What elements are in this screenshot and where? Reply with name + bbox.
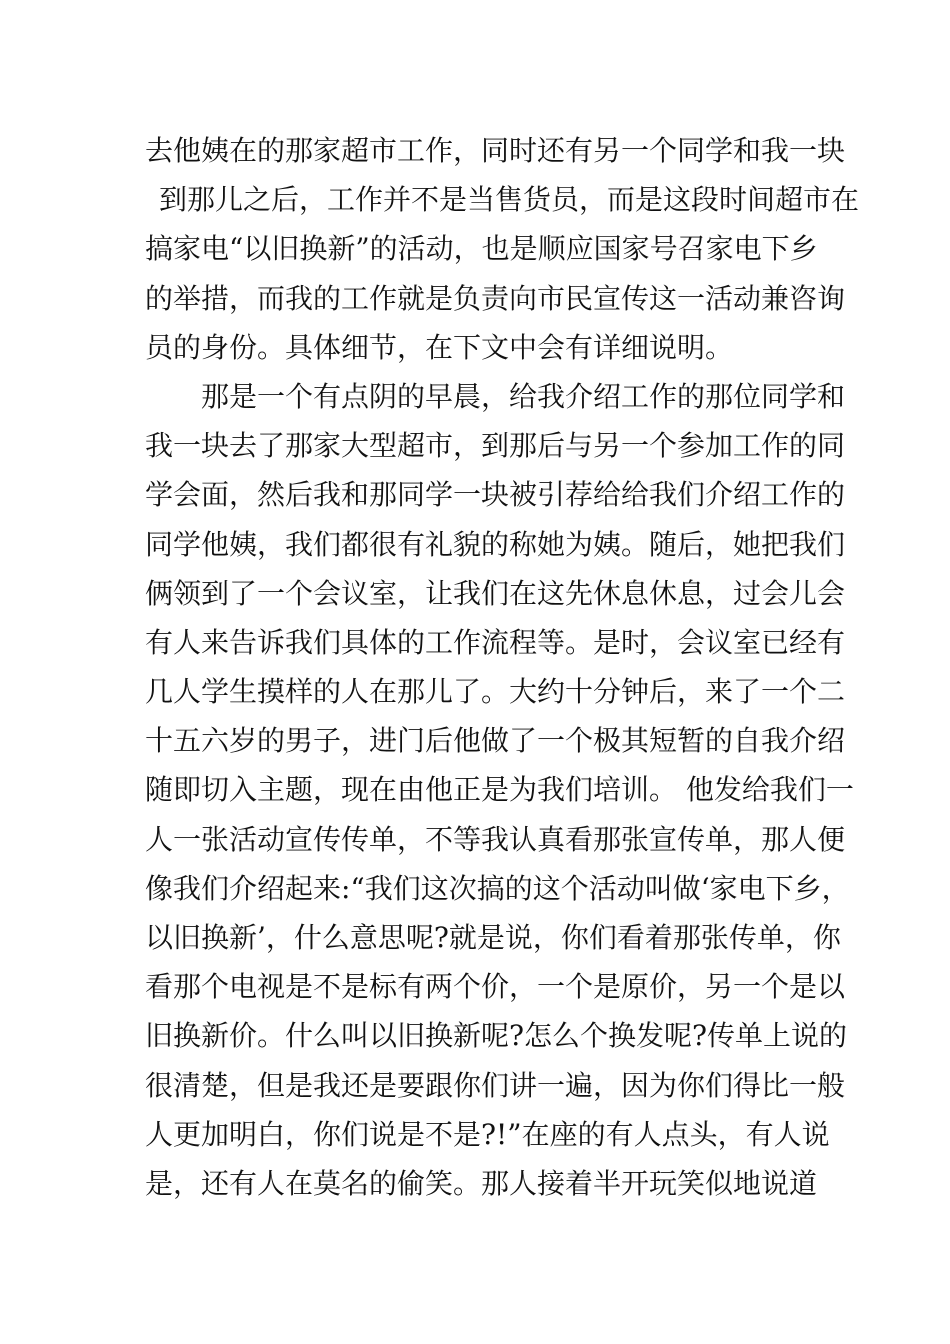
text-line: 到那儿之后，工作并不是当售货员，而是这段时间超市在 (159, 183, 860, 217)
text-line: 同学他姨，我们都很有礼貌的称她为姨。随后，她把我们 (145, 527, 846, 561)
text-line: 人一张活动宣传传单，不等我认真看那张宣传单，那人便 (145, 822, 846, 856)
text-line: 像我们介绍起来:“我们这次搞的这个活动叫做‘家电下乡， (145, 871, 850, 905)
text-line: 去他姨在的那家超市工作，同时还有另一个同学和我一块 (145, 134, 846, 167)
text-line: 旧换新价。什么叫以旧换新呢?怎么个换发呢?传单上说的 (145, 1019, 848, 1053)
text-line: 搞家电“以旧换新”的活动，也是顺应国家号召家电下乡 (145, 232, 818, 266)
text-line: 十五六岁的男子，进门后他做了一个极其短暂的自我介绍 (145, 724, 846, 758)
text-line: 俩领到了一个会议室，让我们在这先休息休息，过会儿会 (145, 576, 846, 610)
text-line: 学会面，然后我和那同学一块被引荐给给我们介绍工作的 (145, 478, 846, 512)
paragraph-start-line: 那是一个有点阴的早晨，给我介绍工作的那位同学和 (201, 379, 846, 413)
text-line: 有人来告诉我们具体的工作流程等。是时，会议室已经有 (145, 625, 846, 659)
text-line: 几人学生摸样的人在那儿了。大约十分钟后，来了一个二 (145, 675, 846, 709)
text-line: 是，还有人在莫名的偷笑。那人接着半开玩笑似地说道 (145, 1166, 818, 1200)
text-line: 很清楚，但是我还是要跟你们讲一遍，因为你们得比一般 (145, 1068, 846, 1102)
text-line: 随即切入主题，现在由他正是为我们培训。 他发给我们一 (145, 773, 854, 807)
text-line: 以旧换新’，什么意思呢?就是说，你们看着那张传单，你 (145, 921, 841, 954)
text-line: 员的身份。具体细节，在下文中会有详细说明。 (145, 330, 734, 364)
text-line: 人更加明白，你们说是不是?!”在座的有人点头，有人说 (145, 1117, 830, 1151)
text-line: 的举措，而我的工作就是负责向市民宣传这一活动兼咨询 (145, 281, 846, 315)
text-line: 我一块去了那家大型超市，到那后与另一个参加工作的同 (145, 429, 846, 463)
text-line: 看那个电视是不是标有两个价，一个是原价，另一个是以 (145, 970, 846, 1004)
body-text (145, 126, 860, 1208)
